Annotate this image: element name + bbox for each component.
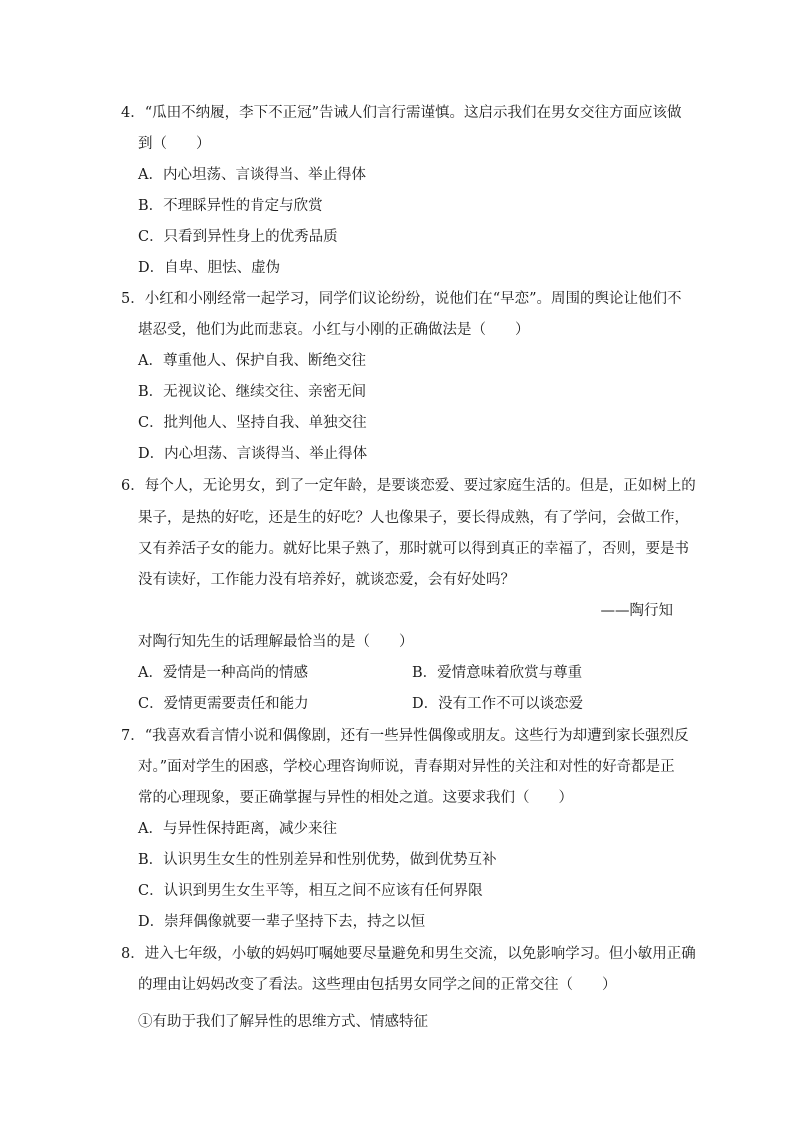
question-4-option-a: A．内心坦荡、言谈得当、举止得体	[138, 167, 366, 183]
question-6-prompt: 对陶行知先生的话理解最恰当的是（ ）	[138, 634, 414, 650]
question-5-option-b: B．无视议论、继续交往、亲密无间	[138, 384, 367, 400]
question-6-stem-line-1: 6．每个人，无论男女，到了一定年龄，是要谈恋爱、要过家庭生活的。但是，正如树上的	[121, 478, 696, 494]
question-7-stem-line-1: 7．“我喜欢看言情小说和偶像剧，还有一些异性偶像或朋友。这些行为却遭到家长强烈反	[121, 728, 689, 744]
question-4-stem-line-2: 到（ ）	[138, 136, 211, 152]
question-4-option-d: D．自卑、胆怯、虚伪	[138, 260, 281, 276]
question-7-option-d: D．崇拜偶像就要一辈子坚持下去，持之以恒	[138, 914, 426, 930]
question-5-option-a: A．尊重他人、保护自我、断绝交往	[138, 353, 366, 369]
question-4-option-b: B．不理睬异性的肯定与欣赏	[138, 198, 323, 214]
question-4-option-c: C．只看到异性身上的优秀品质	[138, 229, 338, 245]
question-8-stem-line-2: 的理由让妈妈改变了看法。这些理由包括男女同学之间的正常交往（ ）	[138, 977, 617, 993]
question-5-option-c: C．批判他人、坚持自我、单独交往	[138, 415, 367, 431]
question-6-option-b: B．爱情意味着欣赏与尊重	[412, 665, 583, 681]
question-5-option-d: D．内心坦荡、言谈得当、举止得体	[138, 446, 368, 462]
question-5-stem-line-2: 堪忍受，他们为此而悲哀。小红与小刚的正确做法是（ ）	[138, 322, 530, 338]
question-6-attribution: ——陶行知	[600, 603, 673, 619]
question-7-stem-line-3: 常的心理现象，要正确掌握与异性的相处之道。这要求我们（ ）	[138, 790, 573, 806]
question-7-option-a: A．与异性保持距离，减少来往	[138, 821, 337, 837]
question-8-stem-line-1: 8．进入七年级，小敏的妈妈叮嘱她要尽量避免和男生交流，以免影响学习。但小敏用正确	[121, 946, 696, 962]
question-6-option-d: D．没有工作不可以谈恋爱	[412, 696, 584, 712]
question-7-option-c: C．认识到男生女生平等，相互之间不应该有任何界限	[138, 883, 483, 899]
question-6-stem-line-4: 没有读好，工作能力没有培养好，就谈恋爱，会有好处吗？	[138, 572, 515, 588]
question-6-option-a: A．爱情是一种高尚的情感	[138, 665, 308, 681]
question-5-stem-line-1: 5．小红和小刚经常一起学习，同学们议论纷纷，说他们在“早恋”。周围的舆论让他们不	[121, 291, 682, 307]
question-4-stem-line-1: 4．“瓜田不纳履，李下不正冠”告诫人们言行需谨慎。这启示我们在男女交往方面应该做	[121, 105, 682, 121]
question-6-stem-line-3: 又有养活子女的能力。就好比果子熟了，那时就可以得到真正的幸福了，否则，要是书	[138, 541, 689, 557]
question-8-item-1: ①有助于我们了解异性的思维方式、情感特征	[138, 1014, 428, 1030]
question-6-option-c: C．爱情更需要责任和能力	[138, 696, 309, 712]
question-6-stem-line-2: 果子，是热的好吃，还是生的好吃？人也像果子，要长得成熟，有了学问，会做工作，	[138, 510, 689, 526]
question-7-stem-line-2: 对。”面对学生的困惑，学校心理咨询师说，青春期对异性的关注和对性的好奇都是正	[138, 759, 675, 775]
question-7-option-b: B．认识男生女生的性别差异和性别优势，做到优势互补	[138, 852, 497, 868]
